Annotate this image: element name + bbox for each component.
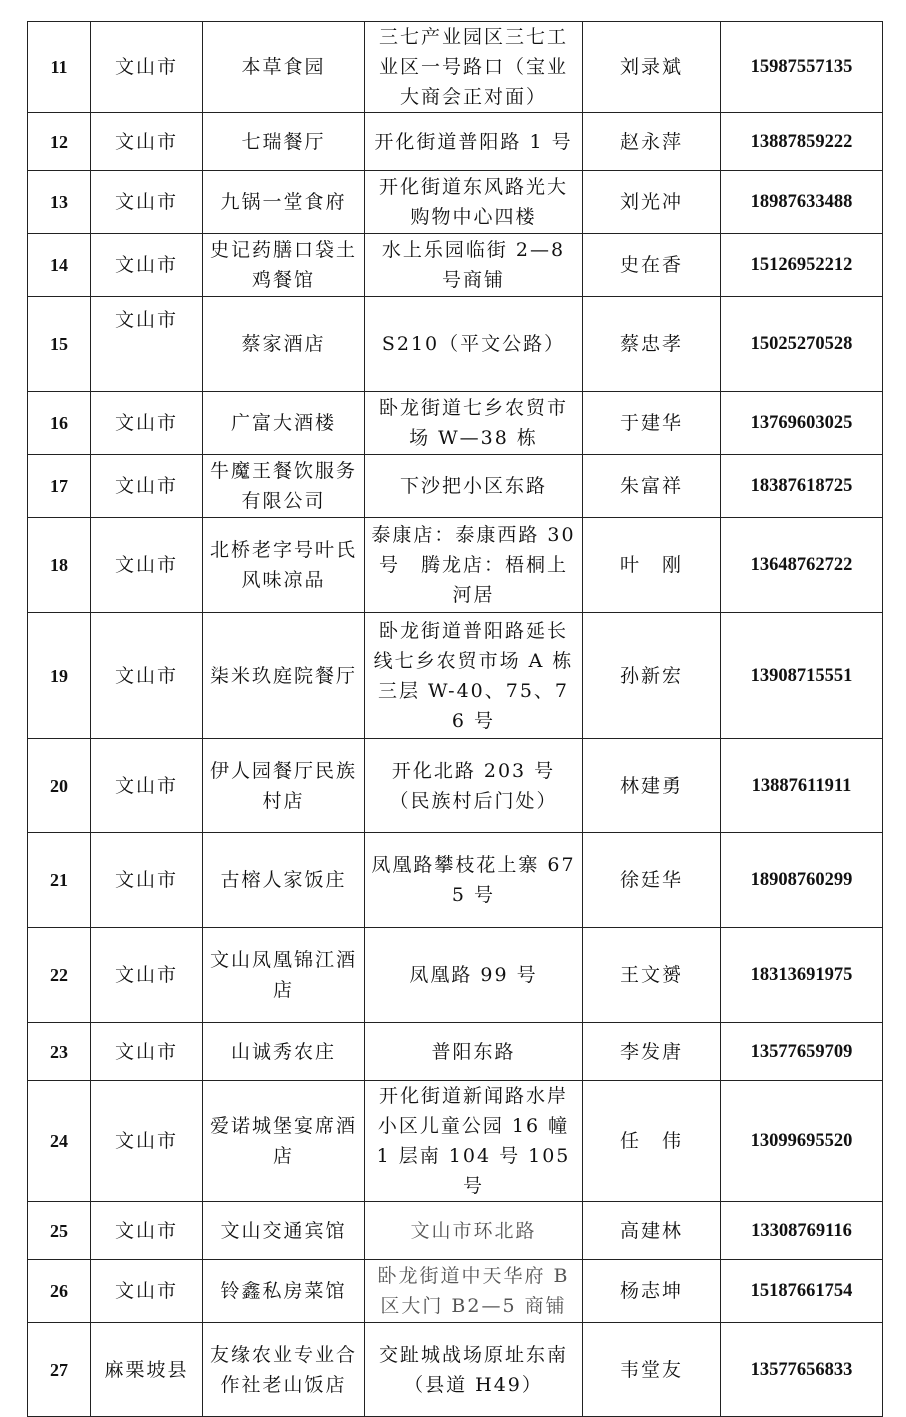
- row-number: 18: [28, 518, 91, 613]
- address-cell: 凤凰路攀枝花上寨 675 号: [365, 833, 583, 928]
- address-cell: 三七产业园区三七工业区一号路口（宝业大商会正对面）: [365, 22, 583, 113]
- city-cell: 文山市: [91, 1202, 203, 1260]
- address-cell: 开化北路 203 号（民族村后门处）: [365, 739, 583, 833]
- phone-cell: 13769603025: [721, 392, 883, 455]
- phone-cell: 13887859222: [721, 113, 883, 171]
- contact-cell: 赵永萍: [583, 113, 721, 171]
- phone-cell: 13887611911: [721, 739, 883, 833]
- phone-cell: 13577656833: [721, 1323, 883, 1417]
- city-cell: 文山市: [91, 455, 203, 518]
- table-row: [28, 833, 883, 928]
- table-row: [28, 1202, 883, 1260]
- city-cell: 文山市: [91, 613, 203, 739]
- name-cell: 九锅一堂食府: [203, 171, 365, 234]
- city-cell: 文山市: [91, 928, 203, 1023]
- phone-cell: 13099695520: [721, 1081, 883, 1202]
- row-number: 27: [28, 1323, 91, 1417]
- phone-cell: 15025270528: [721, 297, 883, 392]
- table-row: [28, 928, 883, 1023]
- address-cell: 开化街道东风路光大购物中心四楼: [365, 171, 583, 234]
- table-row: [28, 1260, 883, 1323]
- city-cell: 文山市: [91, 833, 203, 928]
- city-cell: 文山市: [91, 518, 203, 613]
- row-number: 24: [28, 1081, 91, 1202]
- name-cell: 史记药膳口袋土鸡餐馆: [203, 234, 365, 297]
- table-row: [28, 1081, 883, 1202]
- table-row: [28, 22, 883, 113]
- row-number: 13: [28, 171, 91, 234]
- city-cell: 文山市: [91, 113, 203, 171]
- address-cell: 开化街道普阳路 1 号: [365, 113, 583, 171]
- phone-cell: 18908760299: [721, 833, 883, 928]
- row-number: 25: [28, 1202, 91, 1260]
- name-cell: 山诚秀农庄: [203, 1023, 365, 1081]
- address-cell: 交趾城战场原址东南（县道 H49）: [365, 1323, 583, 1417]
- city-cell: 文山市: [91, 1260, 203, 1323]
- name-cell: 友缘农业专业合作社老山饭店: [203, 1323, 365, 1417]
- city-cell: 文山市: [91, 171, 203, 234]
- contact-cell: 孙新宏: [583, 613, 721, 739]
- city-cell: 文山市: [91, 1023, 203, 1081]
- contact-cell: 蔡忠孝: [583, 297, 721, 392]
- phone-cell: 18387618725: [721, 455, 883, 518]
- address-cell: 下沙把小区东路: [365, 455, 583, 518]
- phone-cell: 15187661754: [721, 1260, 883, 1323]
- phone-cell: 13648762722: [721, 518, 883, 613]
- contact-cell: 杨志坤: [583, 1260, 721, 1323]
- table-row: [28, 518, 883, 613]
- table-row: [28, 392, 883, 455]
- contact-cell: 李发唐: [583, 1023, 721, 1081]
- table-row: [28, 455, 883, 518]
- table-row: [28, 1023, 883, 1081]
- name-cell: 伊人园餐厅民族村店: [203, 739, 365, 833]
- contact-cell: 林建勇: [583, 739, 721, 833]
- name-cell: 古榕人家饭庄: [203, 833, 365, 928]
- name-cell: 爱诺城堡宴席酒店: [203, 1081, 365, 1202]
- city-cell: 文山市: [91, 739, 203, 833]
- table-row: [28, 297, 883, 392]
- contact-cell: 韦堂友: [583, 1323, 721, 1417]
- row-number: 22: [28, 928, 91, 1023]
- name-cell: 本草食园: [203, 22, 365, 113]
- name-cell: 北桥老字号叶氏风味凉品: [203, 518, 365, 613]
- name-cell: 文山交通宾馆: [203, 1202, 365, 1260]
- address-cell: S210（平文公路）: [365, 297, 583, 392]
- row-number: 14: [28, 234, 91, 297]
- restaurant-table: [27, 21, 883, 1417]
- row-number: 17: [28, 455, 91, 518]
- phone-cell: 13908715551: [721, 613, 883, 739]
- contact-cell: 王文赟: [583, 928, 721, 1023]
- phone-cell: 15126952212: [721, 234, 883, 297]
- name-cell: 铃鑫私房菜馆: [203, 1260, 365, 1323]
- phone-cell: 13577659709: [721, 1023, 883, 1081]
- row-number: 19: [28, 613, 91, 739]
- table-row: [28, 171, 883, 234]
- phone-cell: 13308769116: [721, 1202, 883, 1260]
- address-cell: 文山市环北路: [365, 1202, 583, 1260]
- city-cell: 文山市: [91, 22, 203, 113]
- row-number: 20: [28, 739, 91, 833]
- table-row: [28, 1323, 883, 1417]
- row-number: 21: [28, 833, 91, 928]
- row-number: 16: [28, 392, 91, 455]
- address-cell: 卧龙街道普阳路延长线七乡农贸市场 A 栋三层 W-40、75、76 号: [365, 613, 583, 739]
- phone-cell: 18313691975: [721, 928, 883, 1023]
- city-cell: 麻栗坡县: [91, 1323, 203, 1417]
- contact-cell: 徐廷华: [583, 833, 721, 928]
- name-cell: 广富大酒楼: [203, 392, 365, 455]
- row-number: 12: [28, 113, 91, 171]
- table-row: [28, 234, 883, 297]
- address-cell: 卧龙街道七乡农贸市场 W—38 栋: [365, 392, 583, 455]
- row-number: 15: [28, 297, 91, 392]
- city-cell: 文山市: [91, 234, 203, 297]
- table-row: [28, 739, 883, 833]
- address-cell: 水上乐园临街 2—8 号商铺: [365, 234, 583, 297]
- name-cell: 柒米玖庭院餐厅: [203, 613, 365, 739]
- contact-cell: 叶 刚: [583, 518, 721, 613]
- city-cell: 文山市: [91, 297, 203, 392]
- address-cell: 开化街道新闻路水岸小区儿童公园 16 幢 1 层南 104 号 105 号: [365, 1081, 583, 1202]
- contact-cell: 朱富祥: [583, 455, 721, 518]
- row-number: 23: [28, 1023, 91, 1081]
- contact-cell: 刘录斌: [583, 22, 721, 113]
- city-cell: 文山市: [91, 392, 203, 455]
- table-row: [28, 113, 883, 171]
- name-cell: 文山凤凰锦江酒店: [203, 928, 365, 1023]
- contact-cell: 刘光冲: [583, 171, 721, 234]
- address-cell: 泰康店：泰康西路 30 号 腾龙店：梧桐上河居: [365, 518, 583, 613]
- contact-cell: 于建华: [583, 392, 721, 455]
- row-number: 11: [28, 22, 91, 113]
- address-cell: 普阳东路: [365, 1023, 583, 1081]
- name-cell: 牛魔王餐饮服务有限公司: [203, 455, 365, 518]
- table-row: [28, 613, 883, 739]
- phone-cell: 15987557135: [721, 22, 883, 113]
- phone-cell: 18987633488: [721, 171, 883, 234]
- name-cell: 蔡家酒店: [203, 297, 365, 392]
- contact-cell: 史在香: [583, 234, 721, 297]
- contact-cell: 任 伟: [583, 1081, 721, 1202]
- address-cell: 凤凰路 99 号: [365, 928, 583, 1023]
- name-cell: 七瑞餐厅: [203, 113, 365, 171]
- address-cell: 卧龙街道中天华府 B 区大门 B2—5 商铺: [365, 1260, 583, 1323]
- city-cell: 文山市: [91, 1081, 203, 1202]
- contact-cell: 高建林: [583, 1202, 721, 1260]
- row-number: 26: [28, 1260, 91, 1323]
